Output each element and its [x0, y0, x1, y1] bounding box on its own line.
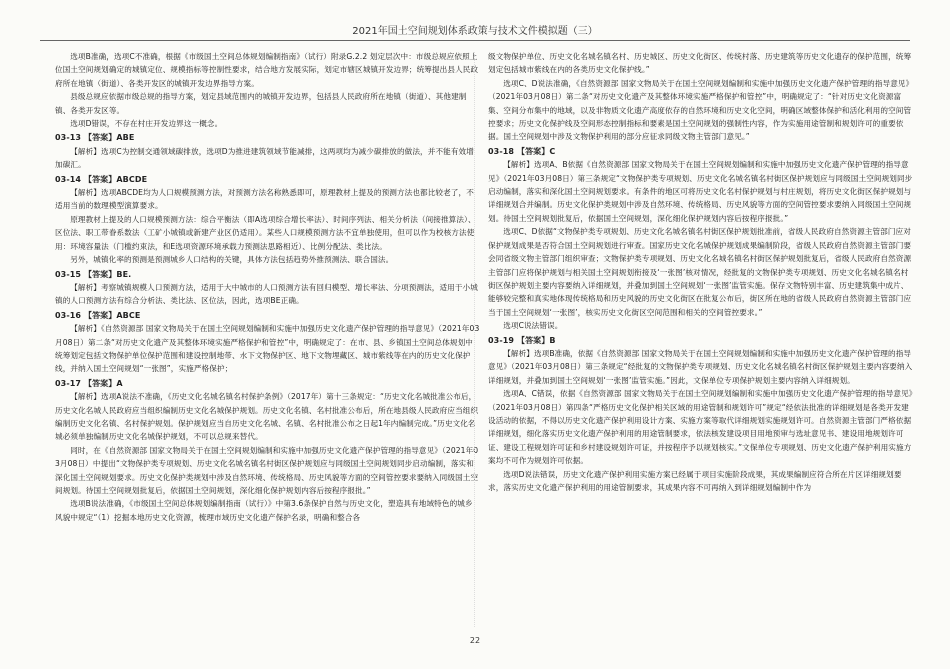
- paragraph: 【解析】选项A、B依据《自然资源部 国家文物局关于在国土空间规划编制和实施中加强历史文化遗产保护管理的指导意见》（2021年03月08日）第三条规定“文物保护类专项规划、历史文化名城名镇名村街区保护规划应与同级国土空间规划同步启动编制，落实和深化国土空间规划要求。有条件的地区可将历史文化名村保护规划与村庄规划，将历史文化街区保护规划与详细规划合并编制。历史文化保护类规划中涉及自然环境、传统格局、历史风貌等方面的空间管控要求要纳入同级国土空间规划。待国土空间规划批复后，依据国土空间规划，深化细化保护规划内容后按程序报批。”: [488, 160, 913, 223]
- column-divider: [474, 52, 475, 627]
- answer-heading: 03-13 【答案】ABE: [55, 133, 135, 143]
- paragraph: 另外，城镇化率的预测是预测城乡人口结构的关键，具体方法包括趋势外推预测法、联合国法。: [70, 255, 394, 265]
- paragraph: 选项A、C错误，依据《自然资源部 国家文物局关于在国土空间规划编制和实施中加强历史文化遗产保护管理的指导意见》（2021年03月08日）第四条“严格历史文化保护相关区域的用途管制和规划许可”规定“经依法批准的详细规划是各类开发建设活动的依据，不得以历史文化遗产保护利用设计方案、实施方案等取代详细规划实施规划许可。自然资源主管部门严格依据详细规划，细化落实历史文化遗产保护利用的用途管制要求，依法核发建设项目用地预审与选址意见书、建设用地规划许可证、建设工程规划许可证和乡村建设规划许可证，并按程序予以规划核实。”文保单位专项规划、历史文化遗产保护利用实施方案均不可作为规划许可依据。: [488, 389, 913, 466]
- paragraph: 同时，在《自然资源部 国家文物局关于在国土空间规划编制和实施中加强历史文化遗产保护管理的指导意见》（2021年03月08日）中提出“文物保护类专项规划、历史文化名城名镇名村街区保护规划应与同级国土空间规划同步启动编制，落实和深化国土空间规划要求。历史文化保护类规划中涉及自然环境、传统格局、历史风貌等方面的空间管控要求要纳入同级国土空间规划。待国土空间规划批复后，依据国土空间规划，深化细化保护规划内容后按程序报批。”: [55, 445, 479, 495]
- paragraph: 选项D说法错误，历史文化遗产保护利用实施方案已经属于项目实施阶段成果，其成果编制应符合所在片区详细规划要求，落实历史文化遗产保护利用的用途管制要求，其成果内容不可再纳入到详细规划编制中作为: [488, 469, 902, 492]
- paragraph: 【解析】选项B准确，依据《自然资源部 国家文物局关于在国土空间规划编制和实施中加强历史文化遗产保护管理的指导意见》（2021年03月08日）第三条规定“经批复的文物保护类专项规划、历史文化名城名镇名村街区保护规划主要内容要纳入详细规划，并叠加到国土空间规划‘一张图’监管实施。”因此，文保单位专项保护规划主要内容纳入详细规划。: [488, 348, 913, 385]
- paragraph: 【解析】《自然资源部 国家文物局关于在国土空间规划编制和实施中加强历史文化遗产保护管理的指导意见》（2021年03月08日）第二条“对历史文化遗产及其整体环境实施严格保护和管控”中，明确规定了：在市、县、乡镇国土空间总体规划中统筹划定包括文物保护单位保护范围和建设控制地带、水下文物保护区、地下文物埋藏区、城市紫线等在内的历史文化保护线，并纳入国土空间规划“一张图”，实施严格保护；: [55, 324, 480, 374]
- paragraph: 选项C、D说法准确，《自然资源部 国家文物局关于在国土空间规划编制和实施中加强历史文化遗产保护管理的指导意见》（2021年03月08日）第二条“对历史文化遗产及其整体环境实施严格保护和管控”中，明确规定了：“针对历史文化资源富集、空间分布集中的地域，以及非物质文化遗产高度依存的自然环境和历史文化空间，明确区域整体保护和活化利用的空间管控要求；历史文化保护线及空间形态控制指标和要素是国土空间规划的强制性内容，作为实施用途管制和规划许可的重要依据。国土空间规划中涉及文物保护利用的部分应征求同级文物主管部门意见。”: [488, 78, 912, 142]
- paragraph: 原理教材上提及的人口规模预测方法：综合平衡法（即A选项综合增长率法）、时间序列法、相关分析法（间接推算法）、区位法、职工带眷系数法（工矿小城镇或新建产业区仍适用）。某些人口规模预测方法不宜单独使用，但可以作为校核方法使用：环境容量法（门槛约束法，和E选项资源环境承载力预测法思路相近）、比例分配法、类比法。: [55, 214, 476, 251]
- answer-heading: 03-18 【答案】C: [488, 146, 556, 156]
- page-header-title: 2021年国土空间规划体系政策与技术文件模拟题（三）: [352, 26, 598, 37]
- paragraph: 选项C说法错误。: [503, 321, 563, 331]
- page-header: [40, 22, 910, 41]
- paragraph: 【解析】选项A说法不准确，《历史文化名城名镇名村保护条例》（2017年）第十三条规定：“历史文化名城批准公布后，历史文化名城人民政府应当组织编制历史文化名城保护规划。历史文化名镇、名村批准公布后，所在地县级人民政府应当组织编制历史文化名镇、名村保护规划。保护规划应当自历史文化名城、名镇、名村批准公布之日起1年内编制完成。”历史文化名城必须单独编制历史文化名城保护规划，不可以总规来替代。: [55, 392, 479, 442]
- left-column: [55, 50, 480, 630]
- paragraph: 【解析】考察城镇规模人口预测方法，适用于大中城市的人口预测方法有回归模型、增长率法、分项预测法，适用于小城镇的人口预测方法有综合分析法、类比法、区位法，因此，选项BE正确。: [55, 282, 478, 306]
- answer-heading: 03-19 【答案】B: [488, 335, 556, 345]
- paragraph: 【解析】选项ABCDE均为人口规模预测方法，对预测方法名称熟悉即可，原理教材上提及的预测方法也都比较老了，不适用当前的数理模型演算要求。: [55, 188, 474, 211]
- answer-heading: 03-14 【答案】ABCDE: [55, 174, 148, 184]
- paragraph: 选项D错误，不存在村庄开发边界这一概念。: [70, 119, 223, 129]
- paragraph: 【解析】选项C为控制交通领域碳排放，选项D为推进建筑领域节能减排，这两项均为减少碳排放的做法，并不能有效增加碳汇。: [55, 146, 474, 170]
- paragraph: 级文物保护单位、历史文化名城名镇名村、历史城区、历史文化街区、传统村落、历史建筑等历史文化遗存的保护范围，统筹划定包括城市紫线在内的各类历史文化保护线。”: [488, 52, 912, 75]
- paragraph: 选项B准确，选项C不准确，根据《市级国土空间总体规划编制指南》（试行）附录G.2.2 划定层次中：市级总规应依照上位国土空间规划确定的城镇定位、规模指标等控制性要求，结合地方发展实际，划定市辖区城镇开发边界；统筹提出县人民政府所在地镇（街道）、各类开发区的城镇开发边界指导方案。: [55, 52, 479, 88]
- answer-heading: 03-16 【答案】ABCE: [55, 310, 141, 320]
- paragraph: 选项B说法准确，《市级国土空间总体规划编制指南（试行）》中第3.6条保护自然与历史文化，塑造具有地域特色的城乡风貌中规定“（1）挖掘本地历史文化资源，梳理市域历史文化遗产保护名录，明确和整合各: [55, 499, 473, 522]
- answer-heading: 03-15 【答案】BE.: [55, 269, 132, 279]
- right-column: [488, 50, 913, 630]
- answer-heading: 03-17 【答案】A: [55, 378, 123, 388]
- paragraph: 县级总规应依据市级总规的指导方案，划定县域范围内的城镇开发边界，包括县人民政府所在地镇（街道）、其他建制镇、各类开发区等。: [55, 92, 467, 115]
- page-footer: [0, 636, 950, 645]
- paragraph: 选项C、D依据“文物保护类专项规划、历史文化名城名镇名村街区保护规划批准前，省级人民政府自然资源主管部门应对保护规划成果是否符合国土空间规划进行审查。国家历史文化名城保护规划成果编制阶段，省级人民政府自然资源主管部门要会同省级文物主管部门组织审查；文物保护类专项规划、历史文化名城名镇名村街区保护规划批复后，省级人民政府自然资源主管部门应将保护规划与相关国土空间规划衔接及‘一张图’核对情况，经批复的文物保护类专项规划、历史文化名城名镇名村街区保护规划主要内容要纳入详细规划，并叠加到国土空间规划‘一张图’监管实施。保存文物特别丰富、历史建筑集中成片、能够较完整和真实地体现传统格局和历史风貌的历史文化街区在批复公布后，街区所在地的省级人民政府自然资源主管部门应当于国土空间规划‘一张图’，核实历史文化街区空间范围和相关的空间管控要求。”: [488, 227, 912, 317]
- page-number: 22: [469, 636, 481, 645]
